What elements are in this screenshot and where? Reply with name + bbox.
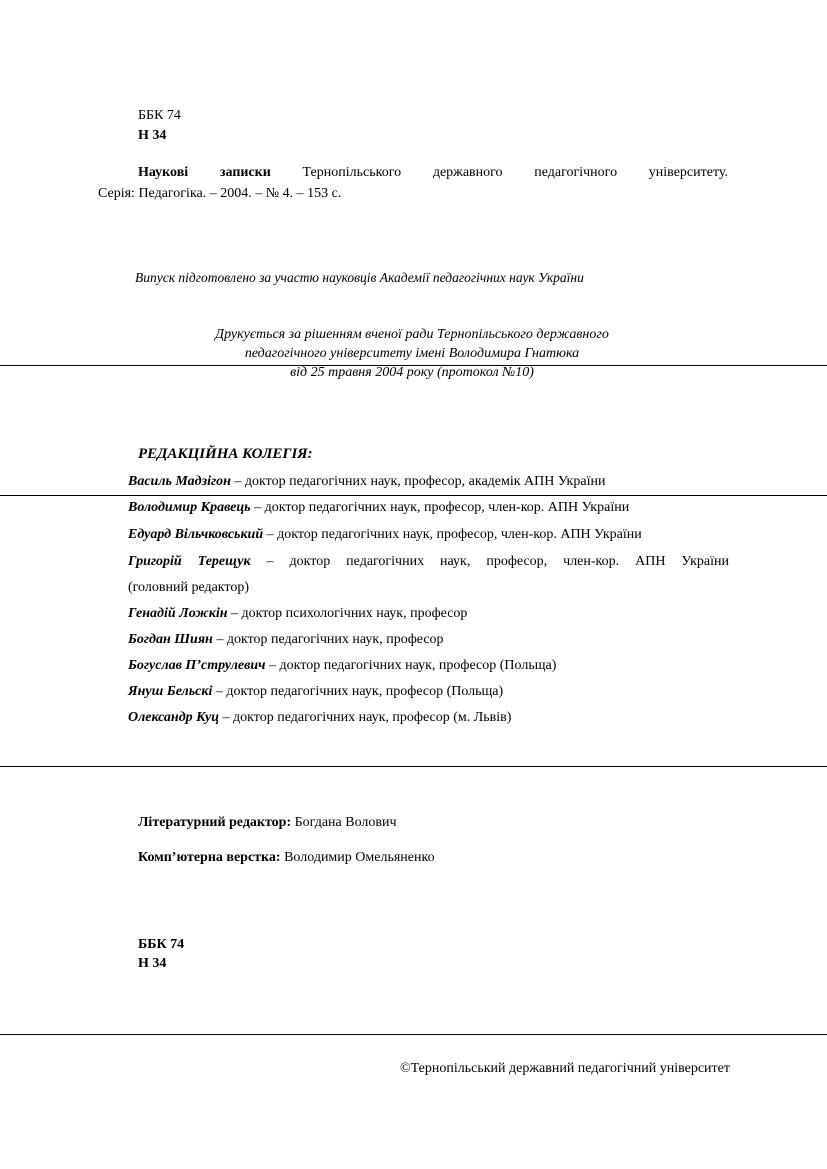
literary-editor-label: Літературний редактор: <box>138 815 292 830</box>
member-name: Януш Бельскі <box>128 684 213 699</box>
layout-designer <box>138 850 435 866</box>
member-name: Володимир Кравець <box>128 500 251 515</box>
member-name: Олександр Куц <box>128 710 220 725</box>
member-desc: – доктор педагогічних наук, професор (Польща) <box>212 684 504 699</box>
literary-editor-name: Богдана Волович <box>291 815 397 830</box>
member-desc: – доктор педагогічних наук, професор (Польща) <box>265 658 557 673</box>
approval-line-1: Друкується за рішенням вченої ради Тернопільського державного <box>215 327 609 342</box>
member-desc: – доктор педагогічних наук, професор, член-кор. АПН України <box>263 527 642 542</box>
divider-3 <box>0 766 827 767</box>
board-member <box>128 658 556 674</box>
bbk-code: ББК 74 <box>138 108 181 123</box>
board-heading: РЕДАКЦІЙНА КОЛЕГІЯ: <box>138 446 313 462</box>
member-name: Едуард Вільчковський <box>128 527 264 542</box>
member-name: Генадій Ложкін <box>128 606 228 621</box>
catalog-code: Н 34 <box>138 128 167 143</box>
footer-bbk-code: ББК 74 <box>138 937 185 952</box>
copyright: ©Тернопільський державний педагогічний університет <box>400 1061 730 1076</box>
member-name: Богдан Шиян <box>128 632 213 647</box>
layout-designer-name: Володимир Омельяненко <box>280 850 435 865</box>
divider-2 <box>0 495 827 496</box>
approval-line-2: педагогічного університету імені Володимира Гнатюка <box>244 346 580 361</box>
member-name: Василь Мадзігон <box>128 474 231 489</box>
approval-line-3: від 25 травня 2004 року (протокол №10) <box>290 365 534 380</box>
citation-line-2: Серія: Педагогіка. – 2004. – № 4. – 153 с. <box>98 186 342 201</box>
literary-editor <box>138 815 397 831</box>
footer-catalog-code: Н 34 <box>138 956 167 971</box>
board-member <box>128 527 642 543</box>
board-member <box>128 474 605 490</box>
member-desc: – доктор педагогічних наук, професор (м. Львів) <box>219 710 512 725</box>
board-member <box>128 554 729 570</box>
member-desc: – доктор педагогічних наук, професор <box>212 632 444 647</box>
board-member-note: (головний редактор) <box>128 580 250 595</box>
board-member <box>128 500 629 516</box>
board-member <box>128 684 503 700</box>
member-name: Григорій Терещук <box>128 554 251 569</box>
layout-designer-label: Комп’ютерна верстка: <box>138 850 281 865</box>
citation-rest: Тернопільського державного педагогічного університету. <box>270 165 728 180</box>
citation-lead: Наукові записки <box>138 165 271 180</box>
board-member <box>128 606 467 622</box>
divider-4 <box>0 1034 827 1035</box>
member-desc: – доктор педагогічних наук, професор, академік АПН України <box>230 474 606 489</box>
board-member <box>128 632 444 648</box>
member-desc: – доктор психологічних наук, професор <box>227 606 468 621</box>
board-member <box>128 710 511 726</box>
member-name: Богуслав П’струлевич <box>128 658 266 673</box>
member-desc: – доктор педагогічних наук, професор, член-кор. АПН України <box>250 500 630 515</box>
member-desc: – доктор педагогічних наук, професор, член-кор. АПН України <box>250 554 730 569</box>
citation-line-1 <box>138 165 728 181</box>
issue-note: Випуск підготовлено за участю науковців Академії педагогічних наук України <box>135 270 584 285</box>
